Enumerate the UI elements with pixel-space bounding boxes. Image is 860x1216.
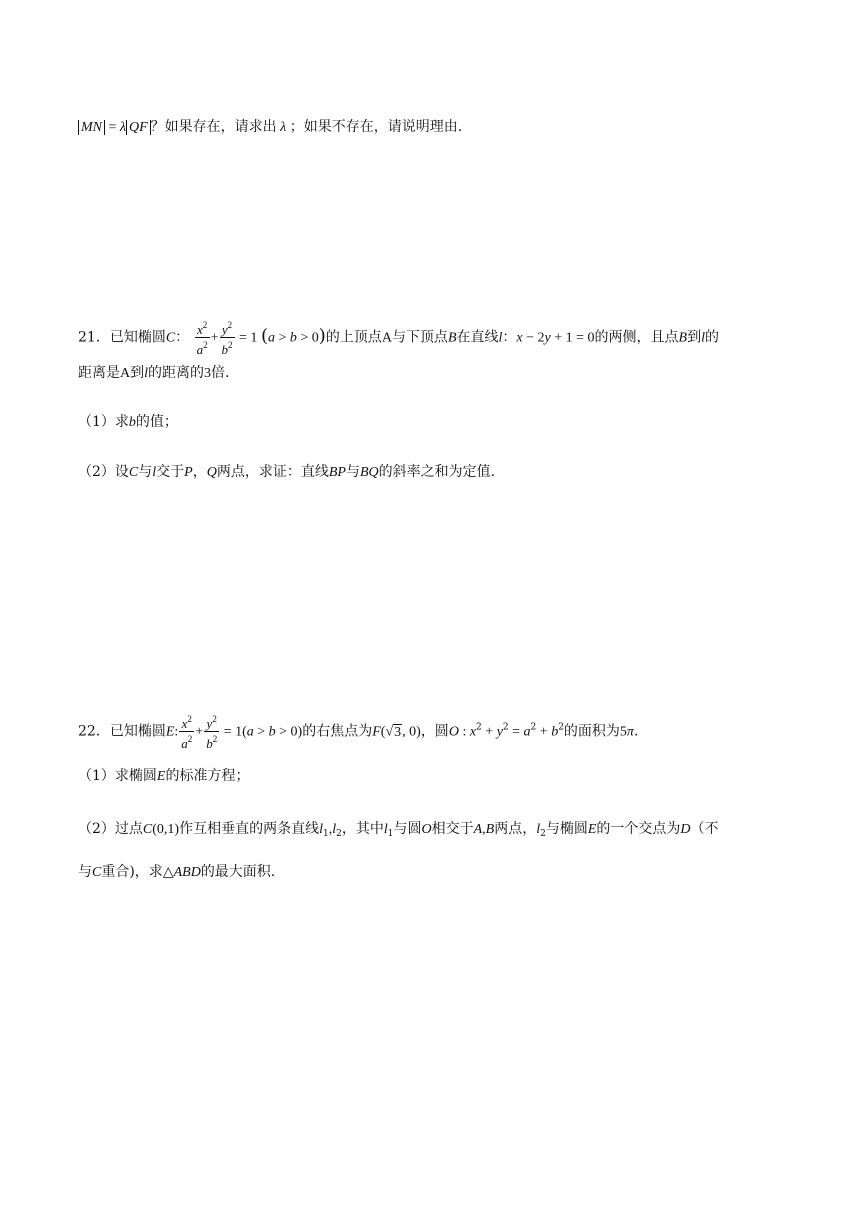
question-number: 22． (78, 723, 110, 740)
question-20-tail: MN = λ QF ？如果存在，请求出 λ ；如果不存在，请说明理由. (78, 116, 462, 139)
question-21-part-1: （1）求b的值； (78, 414, 178, 430)
question-22-part-2-line-1: （2）过点C(0,1)作互相垂直的两条直线$l_1,l_2$，其中$l_1$与圆O相交于A,B两点，$l_2$与椭圆E的一个交点为D（不 (78, 821, 719, 839)
question-22-part-1: （1）求椭圆E的标准方程； (78, 768, 250, 784)
fraction-x2-a2: $\frac{x^2}{a^2}$ (196, 320, 208, 357)
question-22-part-2-line-2: 与C重合)，求△ABD的最大面积. (78, 864, 276, 880)
question-21-part-2: （2）设C与l交于P，Q两点，求证：直线BP与BQ的斜率之和为定值. (78, 464, 496, 480)
fraction-y2-b2: $\frac{y^2}{b^2}$ (221, 320, 233, 357)
fraction-x2-a2: $\frac{x^2}{a^2}$ (181, 714, 193, 751)
math-mn-abs: MN (78, 120, 105, 135)
question-22-line-1: 22．已知椭圆E: $\frac{x^2}{a^2}$ + $\frac{y^2}{b^2}$ = 1(a > b > 0)的右焦点为F(√3, 0)，圆O : $x^2 + y^2 = a^2 + b^2$的面积为5π. (78, 714, 639, 751)
question-number: 21． (78, 329, 110, 346)
fraction-y2-b2: $\frac{y^2}{b^2}$ (206, 714, 218, 751)
question-21-line-1: 21．已知椭圆C： $\frac{x^2}{a^2}$ + $\frac{y^2}{b^2}$ = 1 (a > b > 0)的上顶点A与下顶点B在直线l：x − 2y + 1 = 0的两侧，且点B到l的 (78, 320, 719, 357)
question-21-line-2: 距离是A到l的距离的3倍. (78, 365, 230, 381)
math-qf-abs: QF (126, 120, 151, 135)
